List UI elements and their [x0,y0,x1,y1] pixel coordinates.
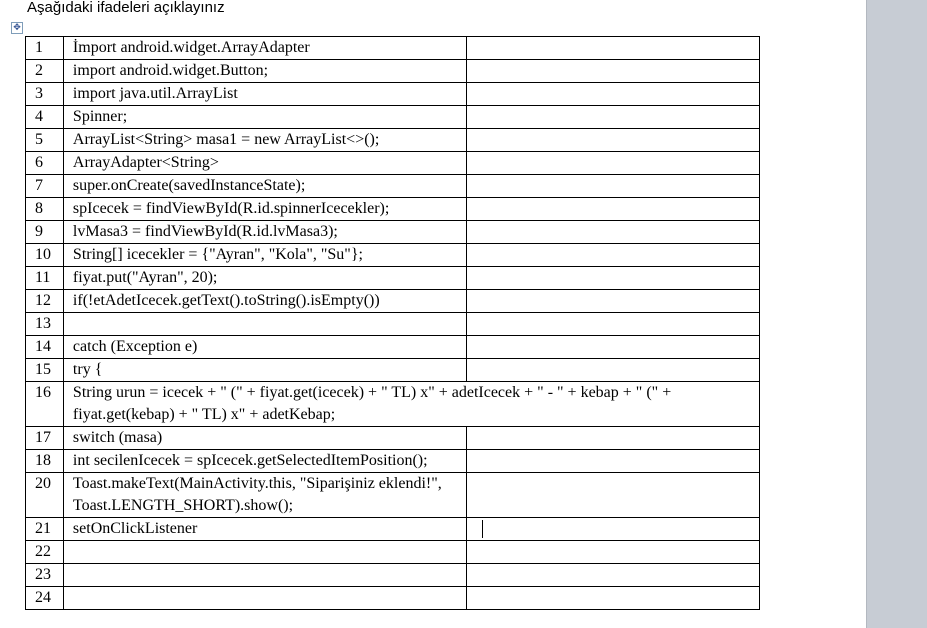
table-row [26,83,760,106]
row-number[interactable]: 17 [26,427,64,450]
code-cell[interactable] [63,541,467,564]
row-number[interactable]: 3 [26,83,64,106]
code-cell[interactable]: switch (masa) [63,427,467,450]
row-number[interactable]: 15 [26,359,64,382]
answer-cell[interactable] [467,83,760,106]
answer-cell[interactable] [467,267,760,290]
table-row [26,564,760,587]
code-table [25,36,760,610]
row-number[interactable]: 13 [26,313,64,336]
table-row [26,267,760,290]
answer-cell[interactable] [467,244,760,267]
code-cell[interactable]: try { [63,359,467,382]
code-cell[interactable] [63,313,467,336]
answer-cell[interactable] [467,313,760,336]
table-row [26,129,760,152]
table-row [26,450,760,473]
table-row [26,587,760,610]
answer-cell[interactable] [467,152,760,175]
answer-cell[interactable] [467,129,760,152]
code-cell[interactable]: ArrayAdapter<String> [63,152,467,175]
table-row [26,290,760,313]
code-cell[interactable]: int secilenIcecek = spIcecek.getSelectedItemPosition(); [63,450,467,473]
code-cell[interactable]: lvMasa3 = findViewById(R.id.lvMasa3); [63,221,467,244]
row-number[interactable]: 1 [26,37,64,60]
answer-cell[interactable] [467,290,760,313]
code-cell[interactable]: setOnClickListener [63,518,467,541]
code-cell[interactable]: Spinner; [63,106,467,129]
answer-cell[interactable] [467,37,760,60]
answer-cell[interactable] [467,587,760,610]
row-number[interactable]: 14 [26,336,64,359]
row-number[interactable]: 12 [26,290,64,313]
row-number[interactable]: 22 [26,541,64,564]
row-number[interactable]: 10 [26,244,64,267]
row-number[interactable]: 4 [26,106,64,129]
code-cell[interactable]: super.onCreate(savedInstanceState); [63,175,467,198]
table-row [26,541,760,564]
row-number[interactable]: 11 [26,267,64,290]
row-number[interactable]: 24 [26,587,64,610]
code-cell[interactable]: if(!etAdetIcecek.getText().toString().isEmpty()) [63,290,467,313]
table-row [26,198,760,221]
row-number[interactable]: 20 [26,473,64,518]
answer-cell[interactable] [467,450,760,473]
code-cell[interactable]: String[] icecekler = {"Ayran", "Kola", "Su"}; [63,244,467,267]
answer-cell[interactable] [467,359,760,382]
table-row [26,152,760,175]
table-row [26,336,760,359]
table-row [26,518,760,541]
row-number[interactable]: 6 [26,152,64,175]
table-row [26,427,760,450]
document-heading: Aşağıdaki ifadeleri açıklayınız [27,0,225,16]
table-row [26,359,760,382]
answer-cell[interactable] [467,106,760,129]
answer-cell[interactable] [467,473,760,518]
row-number[interactable]: 2 [26,60,64,83]
code-cell[interactable] [63,564,467,587]
text-cursor-icon [482,520,483,538]
answer-cell[interactable] [467,60,760,83]
row-number[interactable]: 18 [26,450,64,473]
table-row [26,382,760,427]
row-number[interactable]: 7 [26,175,64,198]
answer-cell[interactable] [467,198,760,221]
row-number[interactable]: 5 [26,129,64,152]
code-cell[interactable]: ArrayList<String> masa1 = new ArrayList<>(); [63,129,467,152]
code-cell[interactable] [63,587,467,610]
table-move-handle-icon[interactable]: ✥ [11,22,23,34]
table-row [26,60,760,83]
answer-cell[interactable] [467,175,760,198]
code-cell[interactable]: İmport android.widget.ArrayAdapter [63,37,467,60]
answer-cell[interactable] [467,221,760,244]
answer-cell[interactable] [467,564,760,587]
table-row [26,221,760,244]
code-cell[interactable]: String urun = icecek + " (" + fiyat.get(icecek) + " TL) x" + adetIcecek + " - " + kebap + " (" + fiyat.get(kebap) + " TL) x" + adetKebap; [63,382,759,427]
answer-cell[interactable] [467,427,760,450]
row-number[interactable]: 23 [26,564,64,587]
code-cell[interactable]: import android.widget.Button; [63,60,467,83]
window-background [866,0,927,628]
answer-cell[interactable] [467,336,760,359]
table-row [26,473,760,518]
table-row [26,37,760,60]
answer-cell[interactable] [467,541,760,564]
table-row [26,244,760,267]
table-row [26,313,760,336]
code-cell[interactable]: catch (Exception e) [63,336,467,359]
answer-cell[interactable] [467,518,760,541]
code-cell[interactable]: spIcecek = findViewById(R.id.spinnerIcecekler); [63,198,467,221]
code-cell[interactable]: Toast.makeText(MainActivity.this, "Siparişiniz eklendi!", Toast.LENGTH_SHORT).show(); [63,473,467,518]
row-number[interactable]: 9 [26,221,64,244]
code-cell[interactable]: import java.util.ArrayList [63,83,467,106]
table-row [26,106,760,129]
row-number[interactable]: 8 [26,198,64,221]
row-number[interactable]: 21 [26,518,64,541]
code-cell[interactable]: fiyat.put("Ayran", 20); [63,267,467,290]
row-number[interactable]: 16 [26,382,64,427]
table-row [26,175,760,198]
